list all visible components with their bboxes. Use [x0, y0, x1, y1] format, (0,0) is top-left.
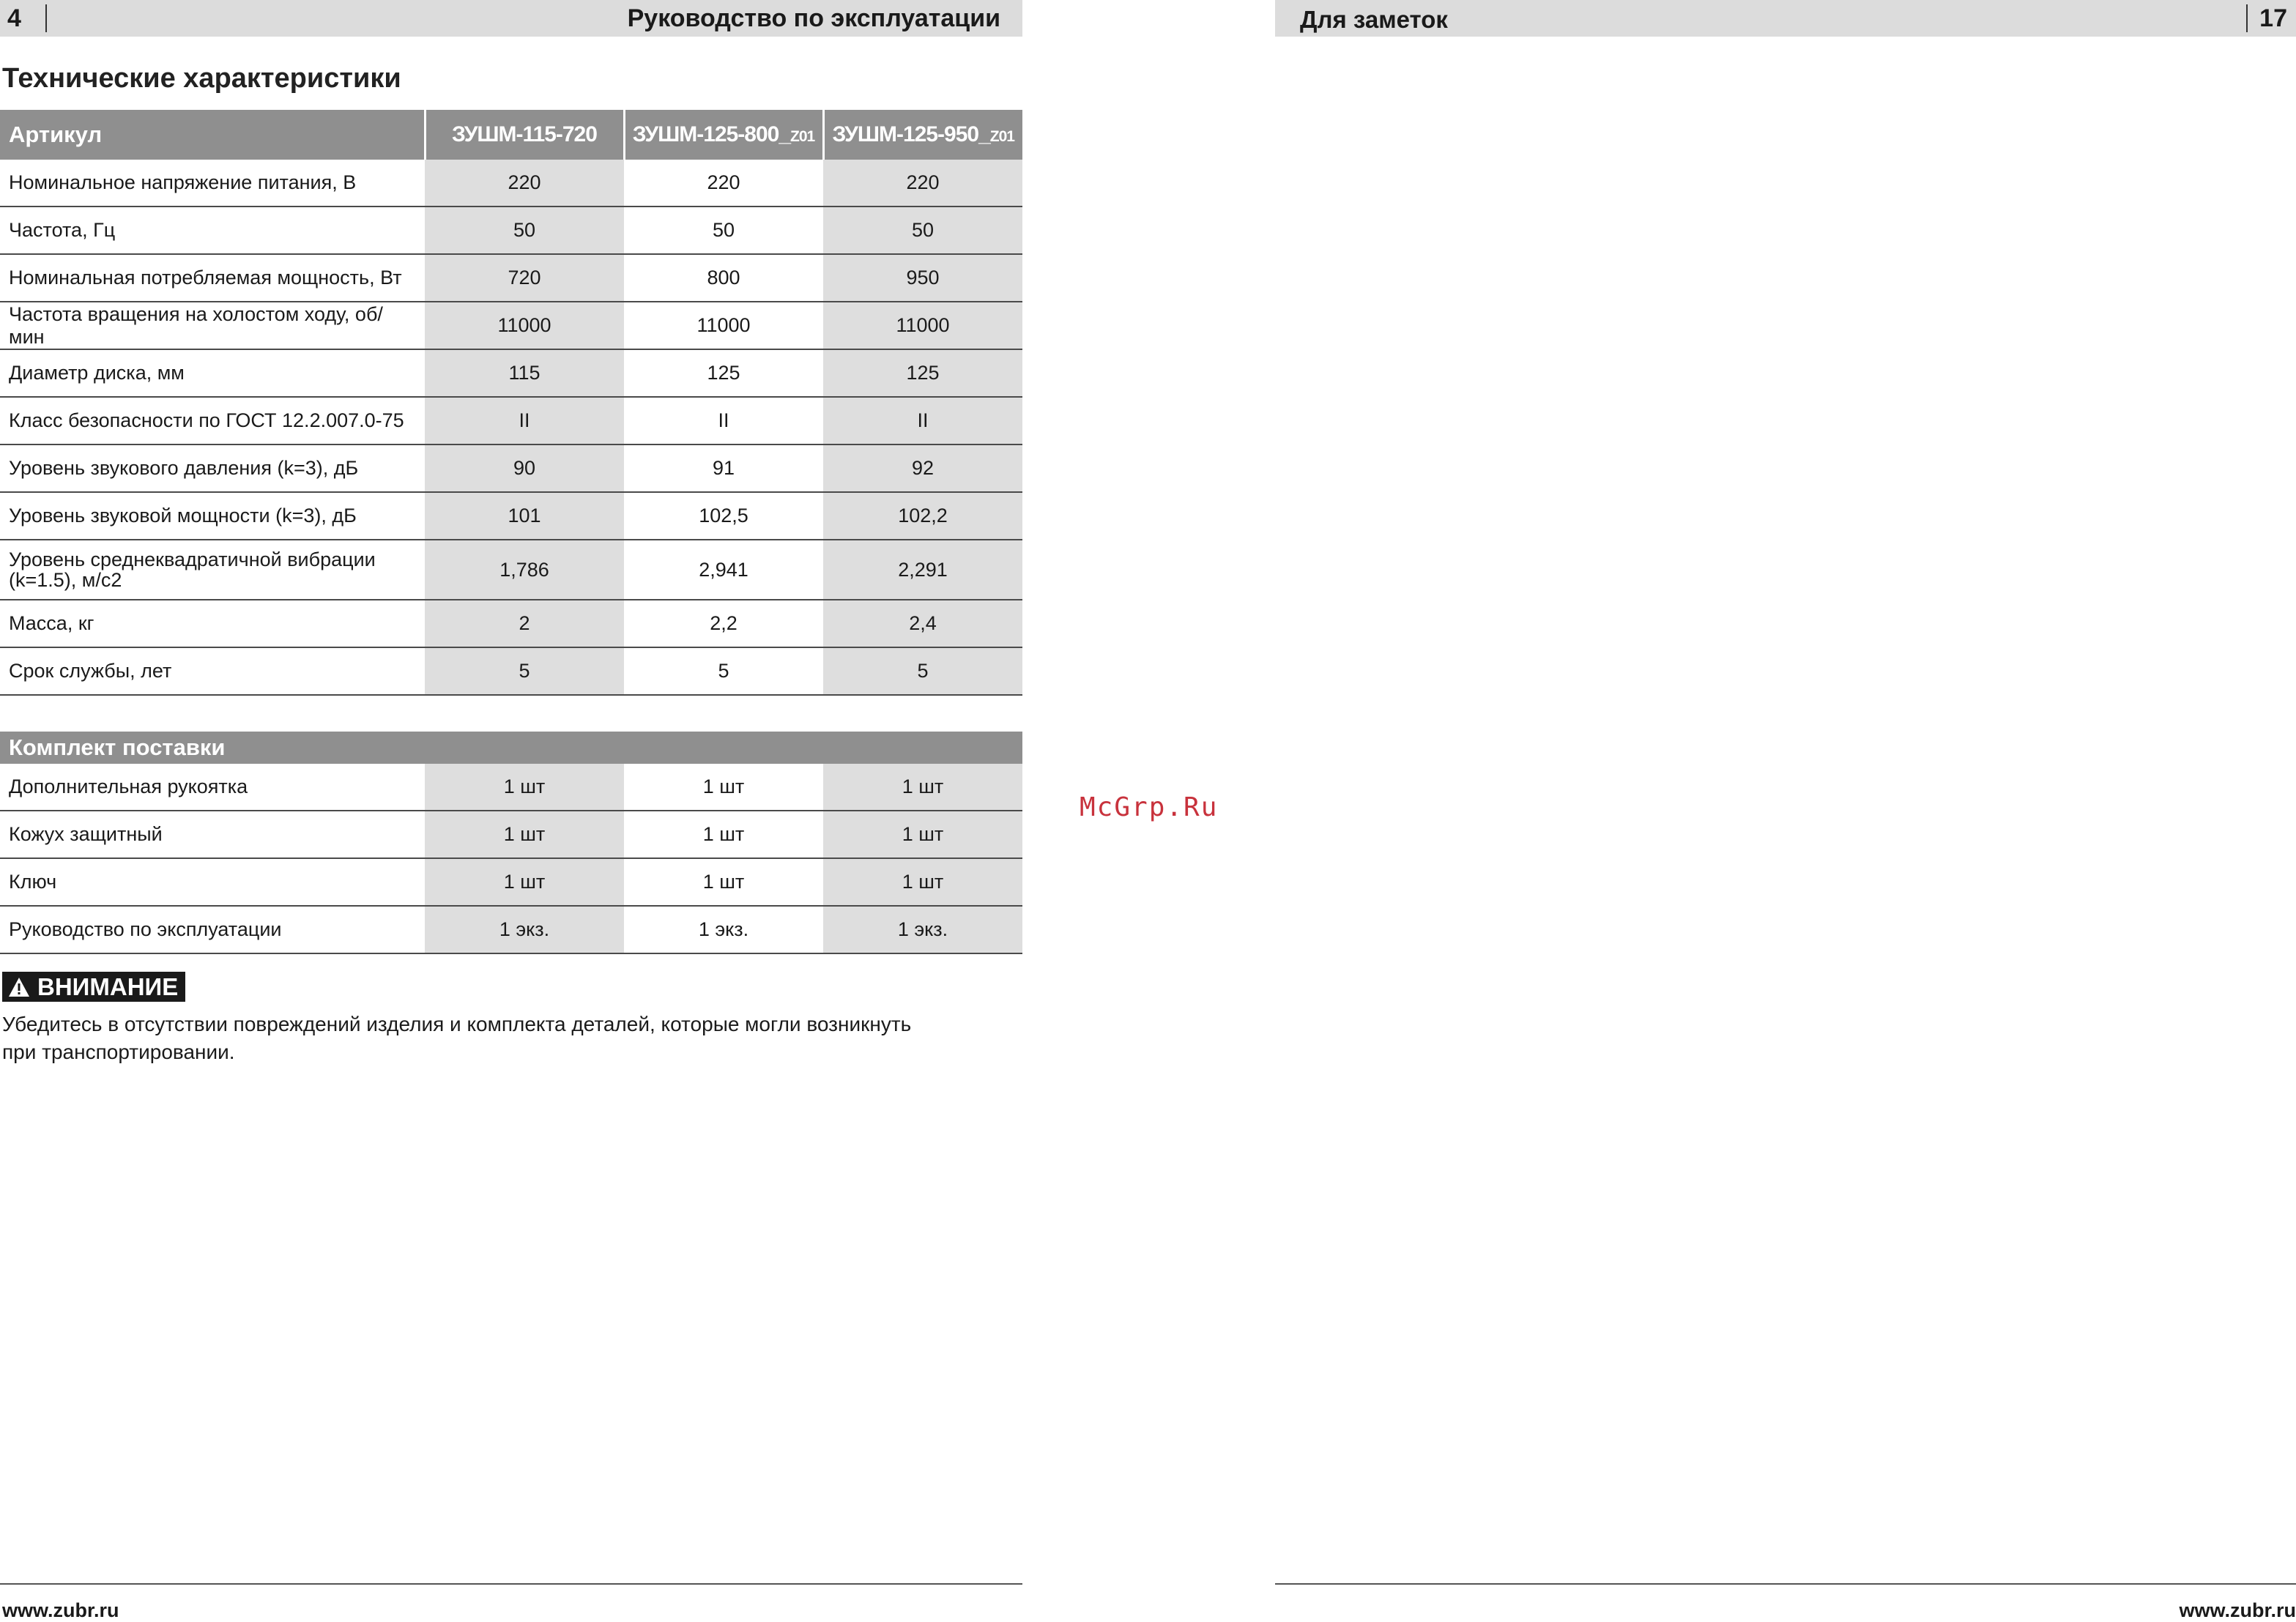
row-label: Класс безопасности по ГОСТ 12.2.007.0-75: [0, 397, 425, 444]
row-label: Номинальное напряжение питания, В: [0, 160, 425, 207]
row-value: 92: [823, 444, 1022, 492]
row-value: 1 экз.: [624, 906, 823, 953]
row-value: 2,941: [624, 540, 823, 600]
table-row: [0, 444, 1022, 492]
row-value: 2: [425, 600, 624, 647]
row-value: 1 шт: [823, 858, 1022, 906]
model-suffix: Z01: [989, 128, 1014, 145]
row-value: 220: [624, 160, 823, 207]
table-row: [0, 160, 1022, 207]
footer-url: www.zubr.ru: [2179, 1599, 2296, 1621]
table-row: [0, 397, 1022, 444]
row-label: Уровень звуковой мощности (k=3), дБ: [0, 492, 425, 540]
row-label: Уровень среднеквадратичной вибрации (k=1.5), м/с2: [0, 540, 425, 600]
row-value: 1 шт: [624, 858, 823, 906]
row-value: II: [425, 397, 624, 444]
row-value: 950: [823, 254, 1022, 302]
row-value: 11000: [823, 302, 1022, 349]
model-header: [624, 110, 823, 160]
row-value: 220: [823, 160, 1022, 207]
row-label: Уровень звукового давления (k=3), дБ: [0, 444, 425, 492]
row-value: 5: [624, 647, 823, 695]
warning-triangle-icon: [8, 977, 30, 997]
row-value: 11000: [624, 302, 823, 349]
page-number: 17: [2259, 4, 2287, 32]
row-value: 1 шт: [624, 811, 823, 858]
row-value: 1 шт: [425, 764, 624, 811]
row-value: II: [624, 397, 823, 444]
model-name: ЗУШМ-125-950_: [832, 122, 990, 146]
right-page: [1275, 0, 2296, 1621]
kit-header-row: [0, 732, 1022, 764]
row-value: II: [823, 397, 1022, 444]
spec-header-row: [0, 110, 1022, 160]
left-page-header: [0, 0, 1022, 37]
kit-table-title: Комплект поставки: [0, 732, 1022, 764]
row-value: 2,2: [624, 600, 823, 647]
row-value: 50: [425, 207, 624, 254]
table-row: [0, 811, 1022, 858]
row-value: 1 шт: [425, 811, 624, 858]
row-value: 1,786: [425, 540, 624, 600]
model-name: ЗУШМ-115-720: [452, 122, 597, 146]
row-value: 50: [624, 207, 823, 254]
left-page: [0, 0, 1022, 1621]
page-number: 4: [7, 4, 21, 32]
row-value: 1 шт: [823, 811, 1022, 858]
table-row: [0, 906, 1022, 953]
row-value: 125: [624, 349, 823, 397]
header-title: Для заметок: [1300, 6, 1448, 33]
article-header: Артикул: [0, 110, 425, 160]
right-page-header: [1275, 0, 2296, 37]
row-value: 101: [425, 492, 624, 540]
row-value: 1 шт: [425, 858, 624, 906]
header-title: Руководство по эксплуатации: [627, 4, 1000, 32]
row-value: 1 экз.: [823, 906, 1022, 953]
table-row: [0, 254, 1022, 302]
row-value: 5: [425, 647, 624, 695]
row-label: Кожух защитный: [0, 811, 425, 858]
row-value: 1 шт: [823, 764, 1022, 811]
warning-badge: [2, 972, 185, 1002]
header-divider: [2246, 4, 2248, 32]
row-label: Номинальная потребляемая мощность, Вт: [0, 254, 425, 302]
row-label: Руководство по эксплуатации: [0, 906, 425, 953]
row-label: Частота, Гц: [0, 207, 425, 254]
row-label: Дополнительная рукоятка: [0, 764, 425, 811]
row-value: 50: [823, 207, 1022, 254]
table-row: [0, 207, 1022, 254]
row-value: 102,2: [823, 492, 1022, 540]
model-name: ЗУШМ-125-800_: [632, 122, 791, 146]
model-header: [425, 110, 624, 160]
row-value: 220: [425, 160, 624, 207]
row-label: Частота вращения на холостом ходу, об/мин: [0, 302, 425, 349]
row-value: 800: [624, 254, 823, 302]
model-suffix: Z01: [790, 128, 815, 145]
row-label: Срок службы, лет: [0, 647, 425, 695]
table-row: [0, 764, 1022, 811]
row-value: 102,5: [624, 492, 823, 540]
spec-table: [0, 110, 1022, 696]
watermark: McGrp.Ru: [1080, 792, 1219, 822]
row-label: Диаметр диска, мм: [0, 349, 425, 397]
row-value: 1 шт: [624, 764, 823, 811]
table-row: [0, 540, 1022, 600]
row-label: Масса, кг: [0, 600, 425, 647]
row-value: 2,4: [823, 600, 1022, 647]
table-row: [0, 302, 1022, 349]
warning-label: ВНИМАНИЕ: [37, 972, 179, 1000]
footer-url: www.zubr.ru: [2, 1599, 119, 1621]
row-value: 115: [425, 349, 624, 397]
row-value: 11000: [425, 302, 624, 349]
table-row: [0, 647, 1022, 695]
kit-table: [0, 732, 1022, 954]
table-row: [0, 858, 1022, 906]
row-value: 91: [624, 444, 823, 492]
row-value: 125: [823, 349, 1022, 397]
row-value: 5: [823, 647, 1022, 695]
footer-divider: [0, 1583, 1022, 1585]
row-label: Ключ: [0, 858, 425, 906]
header-divider: [45, 4, 47, 32]
footer-divider: [1275, 1583, 2296, 1585]
warning-text: Убедитесь в отсутствии повреждений изделия и комплекта деталей, которые могли возникнуть при транспортировании.: [2, 1013, 912, 1063]
table-row: [0, 600, 1022, 647]
table-row: [0, 349, 1022, 397]
row-value: 720: [425, 254, 624, 302]
table-row: [0, 492, 1022, 540]
row-value: 1 экз.: [425, 906, 624, 953]
row-value: 2,291: [823, 540, 1022, 600]
row-value: 90: [425, 444, 624, 492]
section-title: Технические характеристики: [2, 63, 401, 94]
model-header: [823, 110, 1022, 160]
